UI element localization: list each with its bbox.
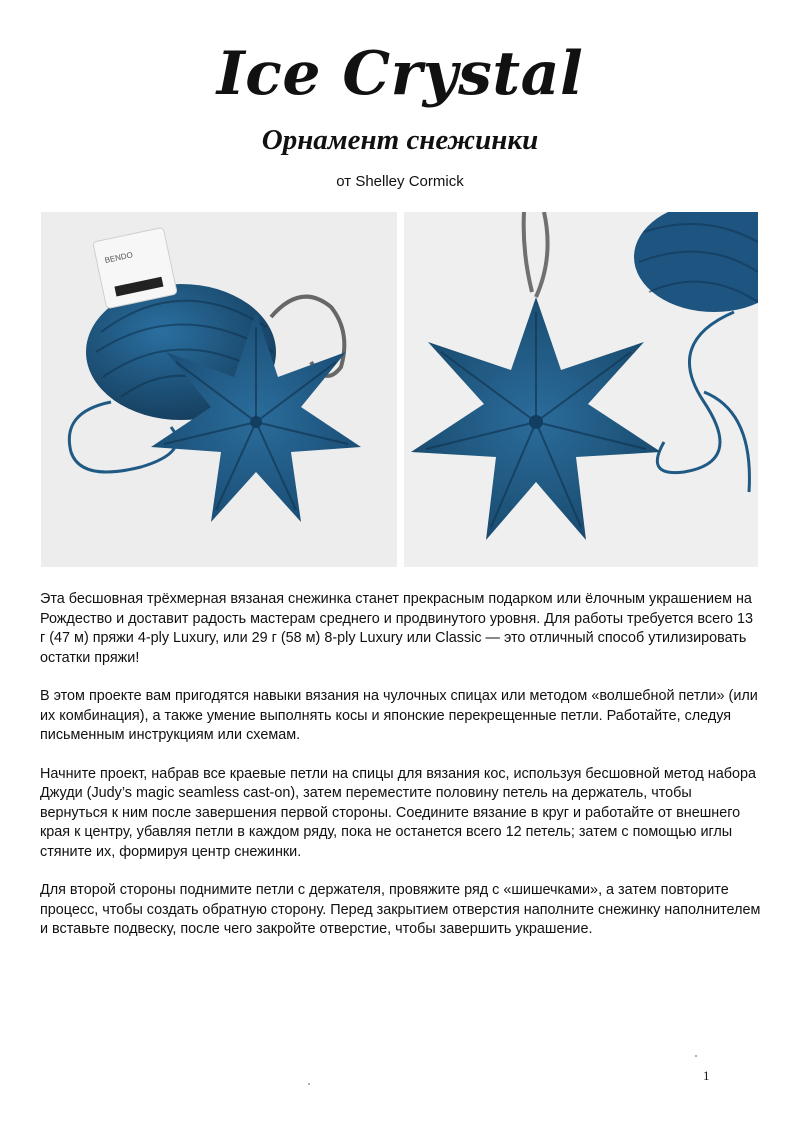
description-body	[40, 590, 762, 959]
photo-hanging-snowflake	[404, 212, 758, 567]
scan-speck	[695, 1055, 697, 1057]
author-byline: от Shelley Cormick	[336, 173, 464, 190]
paragraph-skills: В этом проекте вам пригодятся навыки вязания на чулочных спицах или методом «волшебной петли» (или их комбинация), а также умение выполнять косы и японские перекрещенные петли. Работайте, следуя письменным инструкциям или схемам.	[40, 688, 758, 743]
scan-speck	[308, 1083, 310, 1085]
paragraph-second-side: Для второй стороны поднимите петли с держателя, провяжите ряд с «шишечками», а затем повторите процесс, чтобы создать обратную сторону. Перед закрытием отверстия наполните снежинку наполнителем и вставьте подвеску, после чего закройте отверстие, чтобы завершить украшение.	[40, 882, 761, 937]
yarn-label	[93, 227, 178, 308]
yarn-label-brand: BENDO	[103, 250, 134, 266]
yarn-snowflake-illustration	[41, 212, 397, 567]
document-subtitle: Орнамент снежинки	[261, 124, 539, 156]
photo-yarn-and-snowflake	[41, 212, 397, 567]
hanging-snowflake-illustration	[404, 212, 758, 567]
paragraph-first-side: Начните проект, набрав все краевые петли на спицы для вязания кос, используя бесшовной метод набора Джуди (Judy’s magic seamless cast-on), затем переместите половину петель на держатель, чтобы вернуться к ним после завершения первой стороны. Соедините вязание в круг и работайте от внешнего края к центру, убавляя петли в каждом ряду, пока не останется всего 12 петель; затем с помощью иглы стяните их, формируя центр снежинки.	[40, 765, 757, 860]
document-title: Ice Crystal	[216, 39, 584, 109]
page-number: 1	[703, 1068, 710, 1083]
paragraph-intro: Эта бесшовная трёхмерная вязаная снежинка станет прекрасным подарком или ёлочным украшением на Рождество и доставит радость мастерам среднего и продвинутого уровня. Для работы требуется всего 13 г (47 м) пряжи 4-ply Luxury, или 29 г (58 м) 8-ply Luxury или Classic — это отличный способ утилизировать остатки пряжи!	[40, 591, 754, 666]
